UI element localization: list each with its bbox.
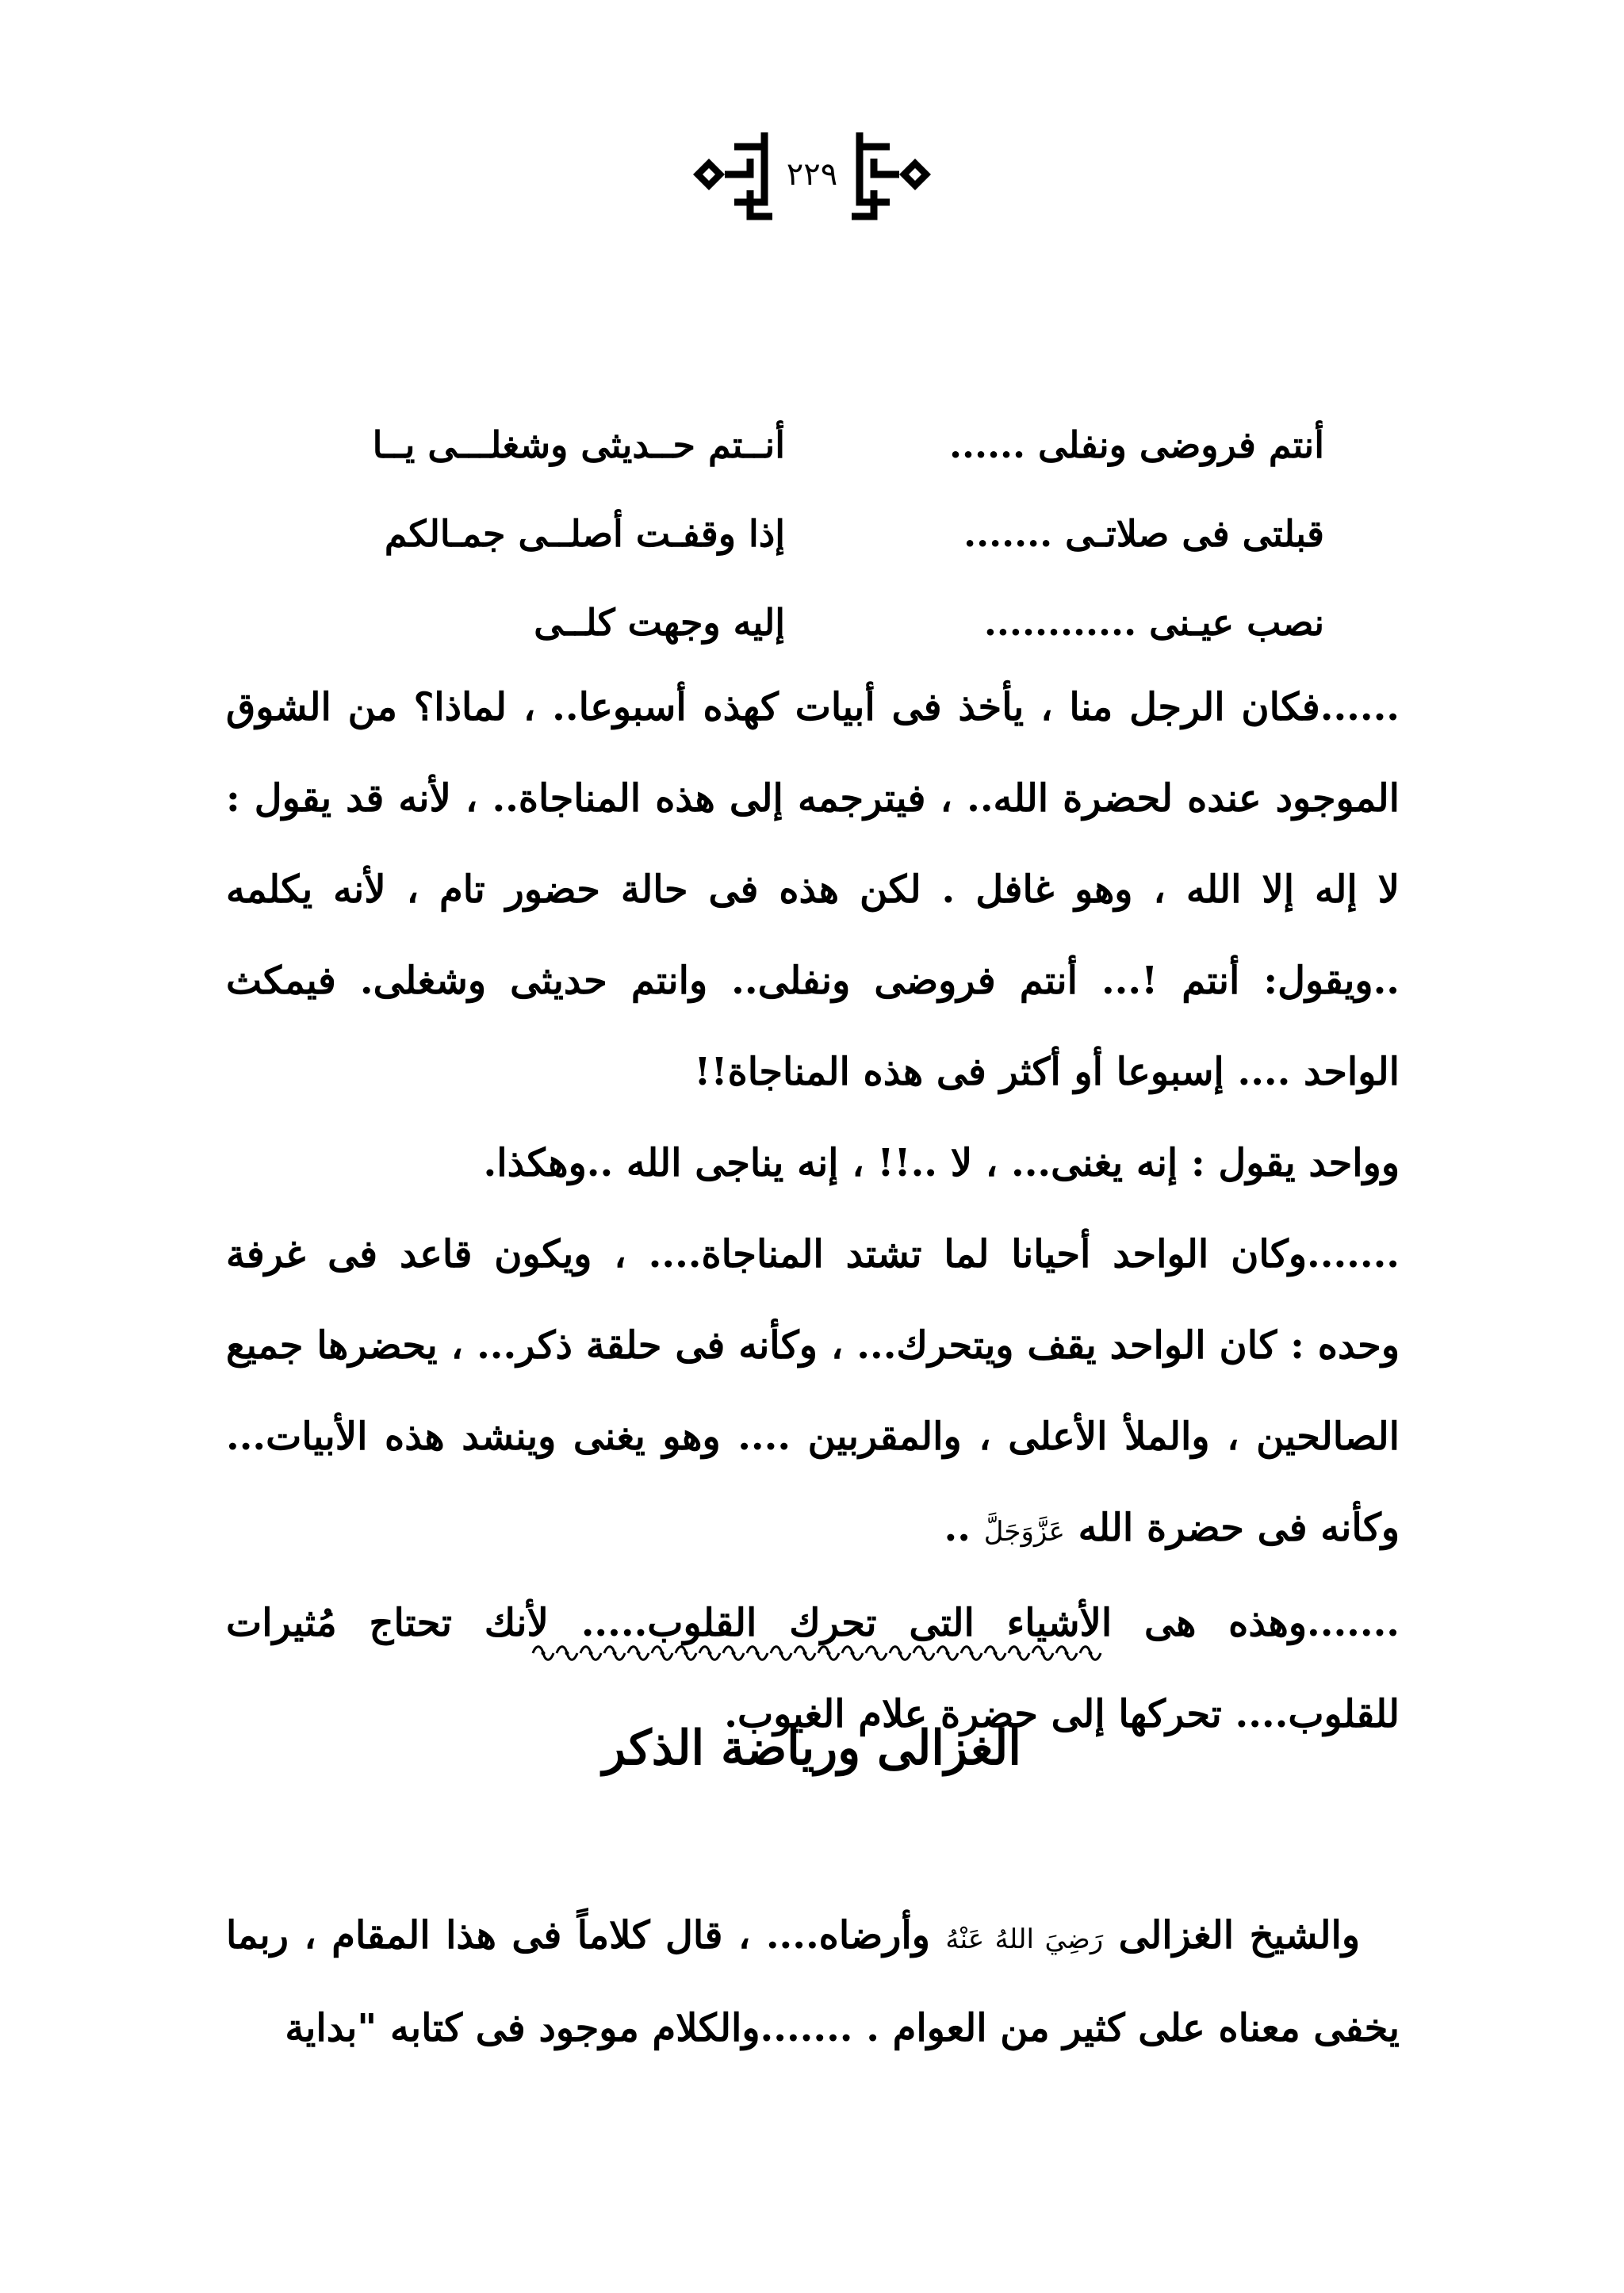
divider-dot bbox=[1089, 1652, 1093, 1656]
body-text bbox=[226, 662, 1400, 1760]
divider-dot bbox=[1065, 1652, 1069, 1656]
divider-dot bbox=[803, 1652, 807, 1656]
page-number: ٢٢٩ bbox=[786, 156, 838, 193]
divider-dot bbox=[661, 1652, 665, 1656]
poem-hemistich: أنتم فروضى ونفلى ...... bbox=[948, 423, 1324, 466]
divider-dot bbox=[542, 1652, 546, 1656]
divider-dot bbox=[922, 1652, 926, 1656]
ornament-divider bbox=[531, 1643, 1102, 1663]
honorific-radiya: رَضِيَ اللهُ عَنْهُ bbox=[945, 1924, 1104, 1955]
divider-dot bbox=[779, 1652, 783, 1656]
paragraph bbox=[226, 1209, 1400, 1578]
page-header bbox=[0, 111, 1624, 238]
divider-dot bbox=[875, 1652, 879, 1656]
divider-dot bbox=[970, 1652, 974, 1656]
divider-dot bbox=[708, 1652, 712, 1656]
divider-dot bbox=[637, 1652, 641, 1656]
divider-dot bbox=[732, 1652, 736, 1656]
poem-verse bbox=[301, 489, 1324, 578]
paragraph: وواحد يقول : إنه يغنى... ، لا ..!! ، إنه يناجى الله ..وهكذا. bbox=[483, 1141, 1400, 1185]
divider-dot bbox=[684, 1652, 688, 1656]
divider-dot bbox=[613, 1652, 617, 1656]
divider-dot bbox=[1041, 1652, 1045, 1656]
section-title: الغزالى ورياضة الذكر bbox=[603, 1721, 1021, 1776]
poem-verse bbox=[301, 400, 1324, 489]
paragraph: ......فكان الرجل منا ، يأخذ فى أبيات كهذه أسبوعا.. ، لماذا؟ من الشوق الموجود عنده لحضرة الله.. ، فيترجمه إلى هذه المناجاة.. ، لأنه قد يقول : لا إله إلا الله ، وهو غافل . لكن هذه فى حالة حضور تام ، لأنه يكلمه ..ويقول: أنتم !... أنتم فروضى ونفلى.. وانتم حديثى وشغلى. فيمكث الواحد .... إسبوعا أو أكثر فى هذه المناجاة!! bbox=[226, 685, 1400, 1094]
paragraph-text: وأرضاه.... ، قال كلاماً فى هذا المقام ، ربما يخفى معناه على كثير من العوام . .......والكلام موجود فى كتابه "بداية bbox=[226, 1913, 1400, 2050]
right-diamond-icon bbox=[899, 159, 931, 190]
divider-dot bbox=[898, 1652, 902, 1656]
poem bbox=[301, 400, 1324, 667]
divider-dot bbox=[565, 1652, 569, 1656]
right-knot-icon bbox=[852, 132, 899, 216]
divider-dot bbox=[589, 1652, 593, 1656]
divider-dot bbox=[946, 1652, 950, 1656]
paragraph: .......وهذه هى الأشياء التى تحرك القلوب..... لأنك تحتاج مُثيرات للقلوب.... تحركها إلى حضرة علام الغيوب. bbox=[226, 1601, 1400, 1736]
paragraph bbox=[226, 1891, 1400, 2073]
poem-hemistich: إليه وجهت كلــى bbox=[534, 601, 785, 644]
left-knot-icon bbox=[725, 132, 772, 216]
divider-dot bbox=[1017, 1652, 1021, 1656]
divider-dot bbox=[827, 1652, 831, 1656]
divider-dot bbox=[851, 1652, 855, 1656]
poem-hemistich: أنــتم حــديثى وشغلـــى يــا bbox=[372, 423, 785, 466]
divider-dot bbox=[756, 1652, 760, 1656]
honorific-azza-wajal: عَزَّوَجَلَّ bbox=[983, 1516, 1065, 1548]
poem-hemistich: قبلتى فى صلاتـى ....... bbox=[963, 512, 1324, 555]
paragraph-text: .......وكان الواحد أحيانا لما تشتد المناجاة.... ، ويكون قاعد فى غرفة وحده : كان الواحد يقف ويتحرك... ، وكأنه فى حلقة ذكر... ، يحضرها جميع الصالحين ، والملأ الأعلى ، والمقربين .... وهو يغنى وينشد هذه الأبيات... وكأنه فى حضرة الله bbox=[226, 1232, 1400, 1550]
poem-hemistich: نصب عيـنى ............ bbox=[983, 601, 1324, 644]
paragraph-text: والشيخ الغزالى bbox=[1103, 1913, 1361, 1958]
left-diamond-icon bbox=[693, 159, 725, 190]
poem-hemistich: إذا وقفـت أصلــى جمـالكم bbox=[384, 512, 785, 555]
page-number-ornament bbox=[685, 123, 939, 226]
divider-dot bbox=[994, 1652, 998, 1656]
paragraph-tail: .. bbox=[944, 1506, 984, 1550]
closing-text bbox=[226, 1891, 1400, 2073]
poem-verse bbox=[301, 578, 1324, 667]
